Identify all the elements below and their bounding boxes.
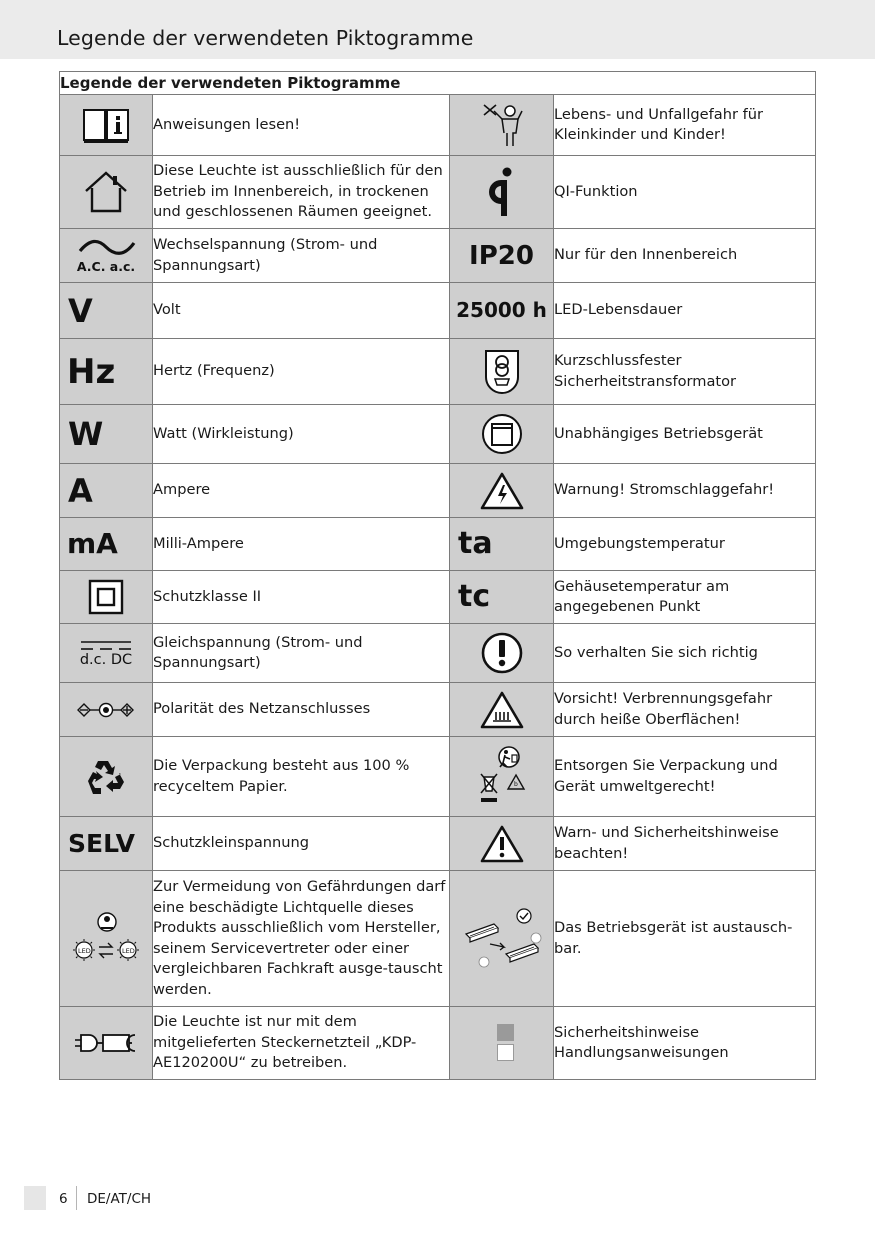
legend-text: Schutzkleinspannung: [153, 817, 450, 871]
legend-text: Polarität des Netzanschlusses: [153, 683, 450, 737]
child-danger-icon: [450, 95, 554, 156]
legend-text: Das Betriebsgerät ist austausch-bar.: [554, 871, 816, 1007]
selv-icon: SELV: [60, 817, 153, 871]
table-row: [60, 1007, 816, 1080]
table-row: [60, 156, 816, 229]
legend-text: Zur Vermeidung von Gefährdungen darf eine beschädigte Lichtquelle dieses Produkts ausschließlich vom Hersteller, seinem Servicevertreter oder einer vergleichbaren Fachkraft ausge-tauscht werden.: [153, 871, 450, 1007]
light-source-replacement-icon: [60, 871, 153, 1007]
legend-text: Entsorgen Sie Verpackung und Gerät umweltgerecht!: [554, 737, 816, 817]
legend-text: Anweisungen lesen!: [153, 95, 450, 156]
table-row: [60, 518, 816, 571]
table-row: [60, 229, 816, 283]
svg-text:LED: LED: [78, 946, 91, 955]
volt-icon: V: [60, 283, 153, 339]
legend-text: Watt (Wirkleistung): [153, 405, 450, 464]
ac-symbol-label: A.C. a.c.: [76, 259, 136, 274]
table-row: [60, 871, 816, 1007]
direct-current-icon: [60, 624, 153, 683]
legend-text: Lebens- und Unfallgefahr für Kleinkinder und Kinder!: [554, 95, 816, 156]
legend-text: Nur für den Innenbereich: [554, 229, 816, 283]
replaceable-gear-icon: [450, 871, 554, 1007]
general-warning-icon: [450, 817, 554, 871]
legend-text: Gehäusetemperatur am angegebenen Punkt: [554, 571, 816, 624]
legend-text: Unabhängiges Betriebsgerät: [554, 405, 816, 464]
table-row: [60, 464, 816, 518]
legend-text: Ampere: [153, 464, 450, 518]
legend-text: Die Verpackung besteht aus 100 % recyceltem Papier.: [153, 737, 450, 817]
ambient-temperature-icon: ta: [450, 518, 554, 571]
legend-text: Vorsicht! Verbrennungsgefahr durch heiße Oberflächen!: [554, 683, 816, 737]
electric-shock-warning-icon: [450, 464, 554, 518]
hertz-icon: Hz: [60, 339, 153, 405]
legend-text: Wechselspannung (Strom- und Spannungsart): [153, 229, 450, 283]
legend-text: Kurzschlussfester Sicherheitstransformator: [554, 339, 816, 405]
plug-adapter-icon: [60, 1007, 153, 1080]
hot-surface-icon: [450, 683, 554, 737]
legend-text: Hertz (Frequenz): [153, 339, 450, 405]
table-row: [60, 283, 816, 339]
legend-text: Umgebungstemperatur: [554, 518, 816, 571]
legend-squares-icon: [450, 1007, 554, 1080]
legend-text: Warnung! Stromschlaggefahr!: [554, 464, 816, 518]
pictogram-legend-table: [59, 71, 816, 1080]
table-row: [60, 95, 816, 156]
ip20-icon: IP20: [450, 229, 554, 283]
table-row: [60, 817, 816, 871]
legend-text: Volt: [153, 283, 450, 339]
recycle-icon: [60, 737, 153, 817]
table-row: [60, 683, 816, 737]
legend-text: Diese Leuchte ist ausschließlich für den Betrieb im Innenbereich, in trockenen und geschlossenen Räumen geeignet.: [153, 156, 450, 229]
footer-marker: [24, 1186, 46, 1210]
short-circuit-transformer-icon: [450, 339, 554, 405]
table-row: [60, 571, 816, 624]
legend-text: Sicherheitshinweise Handlungsanweisungen: [554, 1007, 816, 1080]
disposal-icon: [450, 737, 554, 817]
language-code: DE/AT/CH: [87, 1191, 152, 1207]
legend-text: Die Leuchte ist nur mit dem mitgelieferten Steckernetzteil „KDP-AE120200U“ zu betreiben.: [153, 1007, 450, 1080]
protection-class-2-icon: [60, 571, 153, 624]
table-row: [60, 339, 816, 405]
footer-divider: [76, 1186, 77, 1210]
page-title: Legende der verwendeten Piktogramme: [57, 26, 474, 50]
led-lifetime-icon: 25000 h: [450, 283, 554, 339]
alternating-current-icon: [60, 229, 153, 283]
legend-text: QI-Funktion: [554, 156, 816, 229]
legend-text: Milli-Ampere: [153, 518, 450, 571]
independent-gear-icon: [450, 405, 554, 464]
mandatory-action-icon: [450, 624, 554, 683]
indoor-house-icon: [60, 156, 153, 229]
legend-text: Schutzklasse II: [153, 571, 450, 624]
milli-ampere-icon: mA: [60, 518, 153, 571]
dc-symbol-label: d.c. DC: [79, 652, 133, 668]
table-row: [60, 737, 816, 817]
legend-text: Warn- und Sicherheitshinweise beachten!: [554, 817, 816, 871]
read-instructions-icon: [60, 95, 153, 156]
polarity-icon: [60, 683, 153, 737]
table-row: [60, 624, 816, 683]
legend-text: LED-Lebensdauer: [554, 283, 816, 339]
legend-text: So verhalten Sie sich richtig: [554, 624, 816, 683]
legend-text: Gleichspannung (Strom- und Spannungsart): [153, 624, 450, 683]
case-temperature-icon: tc: [450, 571, 554, 624]
table-caption: Legende der verwendeten Piktogramme: [60, 72, 816, 95]
svg-text:LED: LED: [122, 946, 135, 955]
ampere-icon: A: [60, 464, 153, 518]
watt-icon: W: [60, 405, 153, 464]
svg-text:b: b: [513, 780, 518, 788]
qi-icon: [450, 156, 554, 229]
page-number: 6: [59, 1191, 68, 1207]
table-row: [60, 405, 816, 464]
